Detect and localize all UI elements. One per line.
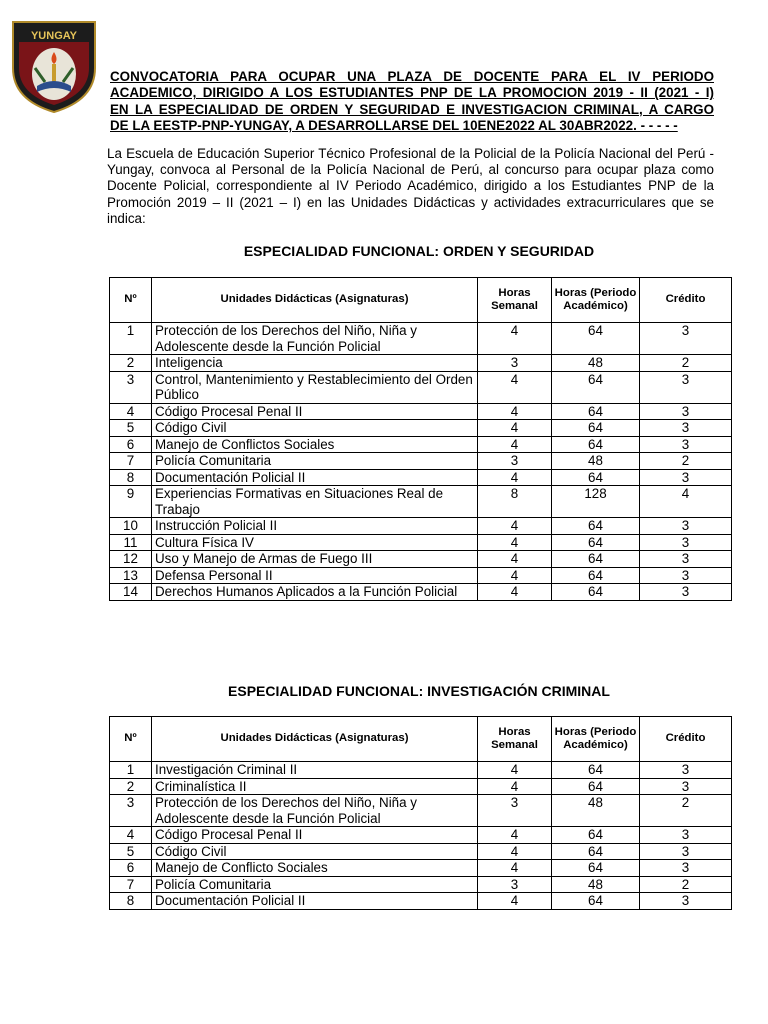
table-row bbox=[110, 371, 732, 403]
row-number: 8 bbox=[110, 893, 152, 910]
hours-week: 4 bbox=[478, 843, 552, 860]
subject-name: Código Procesal Penal II bbox=[152, 827, 478, 844]
hours-week: 3 bbox=[478, 355, 552, 372]
column-header-hours-period: Horas (Periodo Académico) bbox=[552, 278, 640, 323]
table-row bbox=[110, 860, 732, 877]
section-title-orden-seguridad: ESPECIALIDAD FUNCIONAL: ORDEN Y SEGURIDAD bbox=[243, 243, 595, 259]
subject-name: Código Civil bbox=[152, 843, 478, 860]
hours-week: 4 bbox=[478, 371, 552, 403]
row-number: 2 bbox=[110, 778, 152, 795]
subject-name: Instrucción Policial II bbox=[152, 518, 478, 535]
credit: 2 bbox=[640, 876, 732, 893]
hours-period: 128 bbox=[552, 486, 640, 518]
credit: 3 bbox=[640, 403, 732, 420]
hours-period: 48 bbox=[552, 795, 640, 827]
hours-week: 4 bbox=[478, 762, 552, 779]
row-number: 7 bbox=[110, 453, 152, 470]
column-header-credit: Crédito bbox=[640, 278, 732, 323]
hours-week: 3 bbox=[478, 795, 552, 827]
hours-period: 64 bbox=[552, 843, 640, 860]
credit: 3 bbox=[640, 860, 732, 877]
table-row bbox=[110, 778, 732, 795]
row-number: 8 bbox=[110, 469, 152, 486]
document-title bbox=[110, 69, 714, 135]
table-row bbox=[110, 567, 732, 584]
subject-name: Documentación Policial II bbox=[152, 469, 478, 486]
hours-week: 3 bbox=[478, 876, 552, 893]
table-row bbox=[110, 827, 732, 844]
hours-period: 64 bbox=[552, 403, 640, 420]
hours-period: 64 bbox=[552, 518, 640, 535]
hours-week: 4 bbox=[478, 534, 552, 551]
intro-paragraph: La Escuela de Educación Superior Técnico Profesional de la Policial de la Policía Nacional del Perú - Yungay, convoca al Personal de la Policía Nacional de Perú, al concurso para ocupar plaza como Docente Policial, correspondiente al IV Periodo Académico, dirigido a los Estudiantes PNP de la Promoción 2019 – II (2021 – I) en las Unidades Didácticas y actividades extracurriculares que se indica: bbox=[107, 146, 714, 226]
hours-week: 4 bbox=[478, 323, 552, 355]
title-line: EN LA ESPECIALIDAD DE ORDEN Y SEGURIDAD E INVESTIGACION CRIMINAL, A CARGO bbox=[110, 101, 714, 117]
hours-week: 4 bbox=[478, 551, 552, 568]
credit: 3 bbox=[640, 469, 732, 486]
hours-period: 64 bbox=[552, 534, 640, 551]
credit: 2 bbox=[640, 355, 732, 372]
credit: 3 bbox=[640, 323, 732, 355]
table-row bbox=[110, 453, 732, 470]
table-row bbox=[110, 355, 732, 372]
table-row bbox=[110, 876, 732, 893]
credit: 3 bbox=[640, 551, 732, 568]
school-crest-logo bbox=[9, 16, 99, 114]
row-number: 5 bbox=[110, 420, 152, 437]
column-header-credit: Crédito bbox=[640, 717, 732, 762]
row-number: 11 bbox=[110, 534, 152, 551]
credit: 3 bbox=[640, 762, 732, 779]
table-row bbox=[110, 843, 732, 860]
credit: 3 bbox=[640, 778, 732, 795]
table-row bbox=[110, 762, 732, 779]
table-row bbox=[110, 323, 732, 355]
credit: 3 bbox=[640, 436, 732, 453]
table-row bbox=[110, 551, 732, 568]
row-number: 3 bbox=[110, 371, 152, 403]
table-row bbox=[110, 584, 732, 601]
table-row bbox=[110, 420, 732, 437]
credit: 3 bbox=[640, 584, 732, 601]
hours-week: 4 bbox=[478, 584, 552, 601]
subject-name: Documentación Policial II bbox=[152, 893, 478, 910]
row-number: 6 bbox=[110, 860, 152, 877]
row-number: 6 bbox=[110, 436, 152, 453]
row-number: 1 bbox=[110, 323, 152, 355]
table-row bbox=[110, 403, 732, 420]
subject-name: Protección de los Derechos del Niño, Niña y Adolescente desde la Función Policial bbox=[152, 323, 478, 355]
column-header-subject: Unidades Didácticas (Asignaturas) bbox=[152, 717, 478, 762]
column-header-hours-week: Horas Semanal bbox=[478, 278, 552, 323]
hours-week: 4 bbox=[478, 518, 552, 535]
column-header-num: Nº bbox=[110, 278, 152, 323]
subject-name: Experiencias Formativas en Situaciones Real de Trabajo bbox=[152, 486, 478, 518]
subject-name: Cultura Física IV bbox=[152, 534, 478, 551]
hours-week: 4 bbox=[478, 469, 552, 486]
subject-name: Protección de los Derechos del Niño, Niña y Adolescente desde la Función Policial bbox=[152, 795, 478, 827]
hours-period: 64 bbox=[552, 762, 640, 779]
subject-name: Manejo de Conflicto Sociales bbox=[152, 860, 478, 877]
hours-period: 64 bbox=[552, 323, 640, 355]
section-title-investigacion-criminal: ESPECIALIDAD FUNCIONAL: INVESTIGACIÓN CRIMINAL bbox=[228, 683, 610, 699]
credit: 3 bbox=[640, 518, 732, 535]
hours-period: 64 bbox=[552, 778, 640, 795]
hours-week: 8 bbox=[478, 486, 552, 518]
hours-week: 4 bbox=[478, 420, 552, 437]
row-number: 13 bbox=[110, 567, 152, 584]
row-number: 5 bbox=[110, 843, 152, 860]
hours-period: 48 bbox=[552, 355, 640, 372]
logo-text: YUNGAY bbox=[30, 30, 78, 42]
table-row bbox=[110, 893, 732, 910]
column-header-subject: Unidades Didácticas (Asignaturas) bbox=[152, 278, 478, 323]
column-header-num: Nº bbox=[110, 717, 152, 762]
hours-period: 64 bbox=[552, 893, 640, 910]
hours-week: 4 bbox=[478, 436, 552, 453]
row-number: 4 bbox=[110, 403, 152, 420]
credit: 2 bbox=[640, 453, 732, 470]
hours-period: 64 bbox=[552, 436, 640, 453]
row-number: 3 bbox=[110, 795, 152, 827]
hours-week: 4 bbox=[478, 567, 552, 584]
credit: 2 bbox=[640, 795, 732, 827]
subjects-table-orden-seguridad bbox=[109, 277, 732, 601]
hours-period: 64 bbox=[552, 567, 640, 584]
credit: 3 bbox=[640, 371, 732, 403]
subject-name: Código Civil bbox=[152, 420, 478, 437]
credit: 3 bbox=[640, 843, 732, 860]
hours-week: 4 bbox=[478, 893, 552, 910]
hours-period: 48 bbox=[552, 876, 640, 893]
hours-period: 64 bbox=[552, 860, 640, 877]
subject-name: Derechos Humanos Aplicados a la Función Policial bbox=[152, 584, 478, 601]
table-row bbox=[110, 795, 732, 827]
subject-name: Criminalística II bbox=[152, 778, 478, 795]
subject-name: Control, Mantenimiento y Restablecimiento del Orden Público bbox=[152, 371, 478, 403]
column-header-hours-period: Horas (Periodo Académico) bbox=[552, 717, 640, 762]
table-row bbox=[110, 518, 732, 535]
subject-name: Policía Comunitaria bbox=[152, 876, 478, 893]
hours-week: 4 bbox=[478, 860, 552, 877]
subjects-table-investigacion-criminal bbox=[109, 716, 732, 910]
credit: 3 bbox=[640, 567, 732, 584]
table-row bbox=[110, 534, 732, 551]
row-number: 4 bbox=[110, 827, 152, 844]
row-number: 12 bbox=[110, 551, 152, 568]
hours-period: 64 bbox=[552, 827, 640, 844]
hours-period: 64 bbox=[552, 584, 640, 601]
hours-week: 4 bbox=[478, 778, 552, 795]
row-number: 10 bbox=[110, 518, 152, 535]
table-row bbox=[110, 469, 732, 486]
table-row bbox=[110, 486, 732, 518]
hours-week: 3 bbox=[478, 453, 552, 470]
credit: 3 bbox=[640, 827, 732, 844]
subject-name: Código Procesal Penal II bbox=[152, 403, 478, 420]
hours-week: 4 bbox=[478, 827, 552, 844]
subject-name: Manejo de Conflictos Sociales bbox=[152, 436, 478, 453]
subject-name: Policía Comunitaria bbox=[152, 453, 478, 470]
hours-period: 64 bbox=[552, 469, 640, 486]
credit: 3 bbox=[640, 420, 732, 437]
title-line: DE LA EESTP-PNP-YUNGAY, A DESARROLLARSE DEL 10ENE2022 AL 30ABR2022. - - - - - bbox=[110, 118, 678, 134]
table-row bbox=[110, 436, 732, 453]
row-number: 2 bbox=[110, 355, 152, 372]
hours-period: 48 bbox=[552, 453, 640, 470]
row-number: 7 bbox=[110, 876, 152, 893]
title-line: CONVOCATORIA PARA OCUPAR UNA PLAZA DE DOCENTE PARA EL IV PERIODO bbox=[110, 69, 714, 84]
subject-name: Investigación Criminal II bbox=[152, 762, 478, 779]
hours-period: 64 bbox=[552, 420, 640, 437]
hours-week: 4 bbox=[478, 403, 552, 420]
credit: 3 bbox=[640, 893, 732, 910]
title-line: ACADEMICO, DIRIGIDO A LOS ESTUDIANTES PNP DE LA PROMOCION 2019 - II (2021 - I) bbox=[110, 85, 714, 101]
hours-period: 64 bbox=[552, 371, 640, 403]
subject-name: Uso y Manejo de Armas de Fuego III bbox=[152, 551, 478, 568]
credit: 4 bbox=[640, 486, 732, 518]
subject-name: Defensa Personal II bbox=[152, 567, 478, 584]
credit: 3 bbox=[640, 534, 732, 551]
subject-name: Inteligencia bbox=[152, 355, 478, 372]
row-number: 9 bbox=[110, 486, 152, 518]
hours-period: 64 bbox=[552, 551, 640, 568]
row-number: 1 bbox=[110, 762, 152, 779]
column-header-hours-week: Horas Semanal bbox=[478, 717, 552, 762]
row-number: 14 bbox=[110, 584, 152, 601]
